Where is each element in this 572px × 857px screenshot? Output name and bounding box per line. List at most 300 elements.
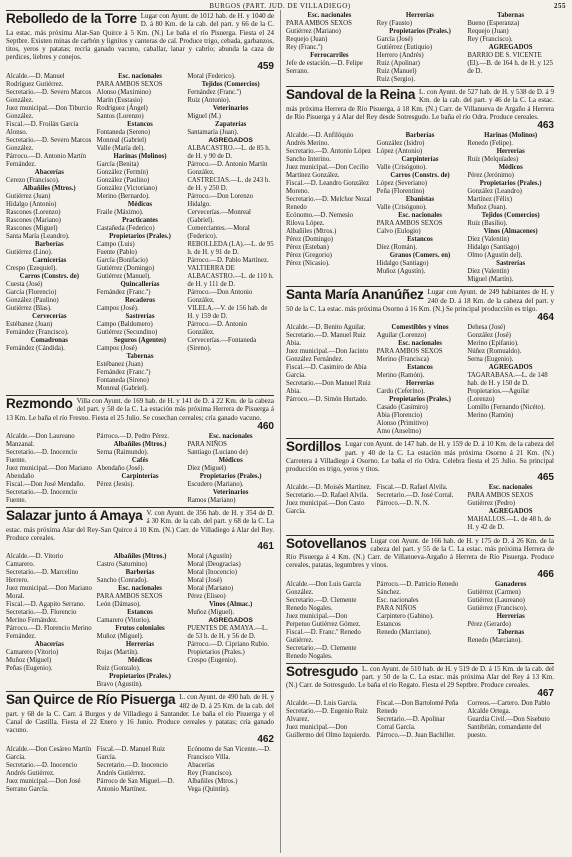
listing-line: Escudero (Mariano).	[187, 480, 244, 488]
listing-line: García (Bonifacio)	[96, 256, 148, 264]
entry-cell	[97, 553, 184, 689]
listing-line: Párroco de San Miguel.—D. Antonio Martínez.	[96, 777, 175, 793]
listing-line: Bueno (Esperanza)	[467, 20, 520, 28]
category-heading: Estancos	[407, 236, 433, 244]
listing-line: Pérez (Jesús).	[96, 480, 135, 488]
listing-line: Rey (Franc.º)	[286, 44, 323, 52]
listing-line: Juez municipal.—Don Casto García.	[286, 500, 365, 516]
town-entry-sandoval	[286, 86, 554, 284]
listing-line: REBOLLEDA (LA).—L. de 95 h. de H. y 91 de D.	[187, 240, 274, 256]
entry-cell	[97, 433, 184, 505]
listing-line: Núñez (Romualdo).	[467, 348, 522, 356]
entry-cell	[286, 132, 373, 284]
category-heading: Abacerías	[34, 168, 64, 176]
listing-line: Cervecerías.—Fontaneda (Sireno).	[187, 337, 257, 353]
category-heading: Esc. nacionales	[118, 72, 162, 80]
category-heading: Albañiles (Mtros.)	[113, 440, 167, 448]
listing-line: Estébanez (Juan)	[96, 361, 143, 369]
listing-line: Fuente (Pablo)	[96, 248, 137, 256]
category-heading: Herrerías	[125, 641, 155, 649]
listing-line: Juez municipal.—Don Tiburcio González.	[6, 104, 92, 120]
listing-line: Rodríguez (Ángel)	[96, 104, 148, 112]
listing-line: Fiscal.—D. Froilán García Alonso.	[6, 120, 79, 136]
listing-line: Gutiérrez (Mariano)	[286, 28, 341, 36]
listing-line: Monreal (Gabriel)	[96, 136, 147, 144]
listing-line: Sancho (Conrado).	[96, 577, 148, 585]
entry-cell	[467, 324, 554, 436]
listing-line: Rey (Francisco).	[467, 36, 513, 44]
listing-line: Cerezo (Francisco).	[6, 176, 60, 184]
category-heading: AGREGADOS	[488, 364, 533, 372]
listing-line: Requejo (Juan)	[467, 28, 509, 36]
category-heading: AGREGADOS	[488, 44, 533, 52]
listing-line: Secretario.—D. Antonio López Sancho Interino.	[286, 148, 371, 164]
category-heading: Barberías	[125, 569, 155, 577]
category-heading: Carpinterías	[121, 472, 159, 480]
listing-line: Rujas (Martín).	[96, 649, 139, 657]
town-description: L. con Ayunt. de 490 hab. de H. y 482 de D. á 25 Km. de la cab. del part. y 68 de la C. Carr. á Burgos y de Villadiego á Santander. Le baña el río Pisuerga y el Canal de Castilla. Fiesta el 22 Enero y 16 Junio. Produce cereales y patatas; cría ganado vacuno.	[6, 693, 274, 735]
listing-line: Gutiérrez (Laureano)	[467, 596, 525, 604]
town-name: Sordillos	[286, 439, 342, 455]
listing-line: González (Paulino)	[96, 176, 150, 184]
listing-line: Alcalde.—D. Luis García.	[286, 700, 358, 708]
listing-line: PARA AMBOS SEXOS	[467, 492, 534, 500]
listing-line: Moral (Mariano)	[187, 585, 234, 593]
listing-line: Albañiles (Mtros.)	[286, 228, 337, 236]
entry-listing-grid	[286, 581, 554, 661]
category-heading: Abacerías	[34, 641, 64, 649]
entry-cell	[377, 324, 464, 436]
listing-line: Gutiérrez (Pedro)	[467, 500, 516, 508]
listing-line: Pérez (Jerónimo)	[467, 172, 514, 180]
listing-line: Pérez (Nicasio).	[286, 260, 330, 268]
listing-line: Campo (Luis)	[96, 240, 135, 248]
listing-line: Alcalde.—D. Moisés Martínez.	[286, 484, 372, 492]
listing-line: Hidalgo (Antonio)	[6, 200, 57, 208]
listing-line: Campos (José)	[96, 345, 137, 353]
listing-line: Párroco.—D. Pablo Martínez.	[187, 256, 269, 264]
listing-line: Pérez (Gregorio)	[286, 252, 332, 260]
listing-line: Ruiz (Apolinar)	[376, 60, 420, 68]
category-heading: Carnicerías	[32, 256, 67, 264]
listing-line: Díez (Valentín)	[467, 236, 510, 244]
entry-cell	[6, 553, 93, 689]
listing-line: Gutiérrez (Blas).	[6, 304, 52, 312]
category-heading: Quincallerías	[120, 280, 160, 288]
listing-line: Crespo (Eugenio).	[187, 657, 238, 665]
town-entry-rebolledo	[6, 10, 274, 393]
category-heading: Barberías	[34, 240, 64, 248]
entry-cell	[286, 12, 373, 84]
listing-line: Olmo (Agustín del).	[467, 252, 523, 260]
listing-line: Alcalde.—Don Luis García González.	[286, 580, 361, 596]
listing-line: Merino (Francisca)	[376, 356, 429, 364]
listing-line: Castro (Saturnino)	[96, 561, 148, 569]
town-name: Sotresgudo	[286, 663, 359, 679]
entry-listing-grid	[6, 553, 274, 689]
entry-cell	[187, 553, 274, 689]
listing-line: Párroco.—D. Antonio González.	[187, 320, 248, 336]
category-heading: Médicos	[218, 456, 243, 464]
category-heading: Ferrocarriles	[310, 52, 349, 60]
listing-line: Pérez (Gerardo)	[467, 620, 511, 628]
listing-line: Serna (Eugenio).	[467, 356, 514, 364]
town-name: Rebolledo de la Torre	[6, 11, 137, 26]
entry-number: 461	[257, 541, 274, 553]
entry-cell	[6, 433, 93, 505]
listing-line: Párroco.—D. Antonio Martín Fernández.	[6, 152, 87, 168]
listing-line: Crespo (Ezequiel).	[6, 264, 57, 272]
listing-line: Moral (Federico).	[187, 72, 236, 80]
running-header	[6, 2, 566, 10]
listing-line: Secretario.—D. José Corral.	[376, 492, 454, 500]
listing-line: Secretario.—D. Marcelino Herrero.	[6, 569, 79, 585]
listing-line: Secretario.—D. Apolinar Corral García.	[376, 716, 445, 732]
entry-cell	[286, 581, 373, 661]
listing-line: González (Victoriano)	[96, 184, 158, 192]
category-heading: Albañiles (Mtros.)	[113, 553, 167, 561]
entry-cell	[467, 581, 554, 661]
listing-line: Castañeda (Federico)	[96, 224, 155, 232]
listing-line: Moral (José)	[187, 577, 222, 585]
category-heading: Cervecerías	[32, 312, 67, 320]
town-name: Rezmondo	[6, 396, 73, 412]
listing-line: Párroco.—D. Pedro Pérez.	[96, 432, 169, 440]
listing-line: Gutiérrez (Manuel).	[96, 272, 152, 280]
listing-line: Fiscal.—D. Leandro González Moreno.	[286, 180, 370, 196]
listing-line: Valle (Crisógono).	[376, 204, 427, 212]
listing-line: Párroco.—D. Juan Bachiller.	[376, 732, 455, 740]
listing-line: TAGARABASA.—L. de 148 hab. de H. y 150 de D.	[467, 372, 548, 388]
listing-line: Gutiérrez (Domingo)	[96, 264, 155, 272]
listing-line: Merino (Bernardo).	[96, 192, 150, 200]
listing-line: Marín (Eustasio)	[96, 96, 143, 104]
listing-line: Hidalgo (Santiago)	[376, 260, 429, 268]
listing-line: Gutiérrez (Secundino)	[96, 329, 158, 336]
listing-line: PARA NIÑOS	[376, 604, 417, 612]
listing-line: PARA AMBOS SEXOS	[376, 348, 443, 356]
category-heading: Tabernas	[497, 12, 525, 19]
listing-line: PUENTES DE AMAYA.—L. de 53 h. de H. y 56 de D.	[187, 625, 268, 641]
listing-line: Requejo (Juan)	[286, 36, 328, 44]
listing-line: Fernández (Franc.º)	[187, 88, 242, 96]
listing-line: Ruiz (Gonzalo).	[96, 665, 141, 673]
category-heading: Esc. nacionales	[488, 484, 533, 492]
entry-listing-grid	[6, 73, 274, 394]
listing-line: Amo (Anselmo)	[376, 428, 422, 436]
listing-line: Propietarios.—Aguilar (Lorenzo)	[467, 388, 530, 404]
entry-listing-grid	[6, 433, 274, 505]
listing-line: Fiscal.—D. Rafael Alvila.	[376, 484, 448, 492]
listing-line: Alcalde.—D. Vitorio Camarero.	[6, 553, 64, 569]
listing-line: Moral (Agustín)	[187, 553, 232, 561]
entry-cell	[286, 324, 373, 436]
entry-listing-grid	[286, 324, 554, 436]
town-description: Lugar con Ayunt. de 249 habitantes de H. y 240 de D. á 18 Km. de la cabeza del part. y 50 de la C. La estac. más próxima Osorno á 16 Km. (N.) Se principal producción es trigo.	[286, 288, 554, 313]
category-heading: Tejidos (Comercios)	[481, 212, 540, 220]
town-entry-sotovellanos	[286, 535, 554, 661]
entry-listing-grid	[286, 700, 554, 740]
agregados-heading: AGREGADOS	[208, 617, 253, 625]
category-heading: Tejidos (Comercios)	[201, 80, 260, 88]
listing-line: Muñoz (Miguel).	[187, 609, 235, 617]
listing-line: Camarero (Vitorio).	[96, 617, 151, 625]
listing-line: Gutiérrez (Juan)	[6, 192, 51, 200]
listing-line: Peña (Florentino)	[376, 188, 425, 196]
listing-line: Miguel (M.)	[187, 112, 221, 120]
listing-line: Secretario.—D. Eugenio Ruiz Alvarez.	[286, 708, 368, 724]
category-heading: Sastrerías	[125, 312, 155, 320]
listing-line: Fernández (Francisco).	[6, 329, 69, 336]
listing-line: Herrero (Andrés)	[376, 52, 424, 60]
listing-line: Fontaneda (Sireno)	[96, 377, 149, 385]
category-heading: Médicos	[127, 657, 153, 665]
continuation-fragment	[286, 10, 554, 84]
listing-line: Párroco.—D. Antonio Martín González.	[187, 160, 268, 176]
listing-line: Gutiérrez (Eutiquio)	[376, 44, 432, 52]
category-heading: Esc. nacionales	[307, 12, 352, 19]
listing-line: Carpintero (Gabino).	[376, 612, 434, 620]
left-column	[6, 10, 274, 853]
town-entry-santa-maria	[286, 286, 554, 436]
listing-line: Rey (Francisco).	[187, 769, 233, 777]
listing-line: León (Dámaso).	[96, 601, 141, 609]
listing-line: Santamaría (Juan).	[187, 128, 239, 136]
listing-line: Alcalde.—Don Laureano Manzanal.	[6, 432, 75, 448]
category-heading: Barberías	[405, 132, 435, 140]
listing-line: Moral (Deogracias)	[187, 561, 241, 569]
category-heading: Propietarios (Prales.)	[479, 180, 542, 188]
category-heading: Esc. nacionales	[118, 585, 162, 593]
town-name: Santa María Ananúñez	[286, 287, 424, 303]
listing-line: González (Fermín)	[96, 168, 149, 176]
listing-line: González (José)	[467, 332, 511, 340]
category-heading: Zapaterías	[214, 120, 247, 128]
listing-line: MAHALLOS.—L. de 48 h. de H. y 42 de D.	[467, 516, 551, 532]
listing-line: Albañiles (Mtros.)	[187, 777, 238, 785]
category-heading: Herrerías	[496, 148, 525, 156]
listing-line: Secretario.—D. Inocencio Andrés Gutiérrez.	[6, 761, 78, 777]
listing-line: Dehesa (José)	[467, 324, 506, 332]
category-heading: Vinos (Almac.)	[209, 601, 253, 609]
category-heading: Propietarios (Prales.)	[109, 673, 171, 681]
listing-line: Rascones (Lorenzo)	[6, 208, 61, 216]
entry-number: 462	[257, 733, 274, 745]
listing-line: Párroco.—D. Patricio Renedo Sánchez.	[376, 580, 459, 596]
town-entry-sotresgudo	[286, 663, 554, 741]
listing-line: Fiscal.—D. Casimiro de Abia García.	[286, 364, 367, 380]
listing-line: Cuesta (José)	[6, 280, 43, 288]
listing-line: Martínez (Félix)	[467, 196, 513, 204]
category-heading: Esc. nacionales	[208, 432, 253, 440]
listing-line: Párroco.—D. Simón Hurtado.	[286, 396, 368, 404]
listing-line: Santiago (Luciano de)	[187, 448, 248, 456]
category-heading: Estancos	[127, 120, 153, 128]
town-description: Lugar con Ayunt. de 147 hab. de H. y 159 de D. á 10 Km. de la cabeza del part. y 40 de la C. La estación más próxima Osorno á 21 Km. (N.) Carretera á Villadiego á Osorno. Le baña el río Odra. Celebra fiesta el 25 Julio. Su principal producción es trigo, yeros y titos.	[286, 440, 554, 474]
category-heading: Tabernas	[497, 628, 525, 636]
listing-line: Fiscal.—D. Franc.º Renedo Gutiérrez.	[286, 628, 361, 644]
town-description: L. con Ayunt. de 510 hab. de H. y 519 de D. á 15 Km. de la cab. del part. y 50 de la C. La estac. más próxima Alar del Rey á 13 Km. (N.) Carr. de Sotresgudo. Le baña el río Regato. Fiesta el 29 Septbre. Produce cereales.	[286, 664, 554, 690]
listing-line: Muñoz (Miguel).	[96, 633, 144, 641]
listing-line: Juez municipal.—Don Mariano Abendaño	[6, 464, 92, 480]
entry-cell	[467, 12, 554, 84]
category-heading: Tabernas	[126, 353, 154, 361]
listing-line: Monreal (Gabriel).	[96, 385, 148, 393]
category-heading: Carros (Constrs. de)	[390, 172, 450, 180]
entry-cell	[97, 73, 184, 394]
listing-line: Camarero (Vitorio)	[6, 649, 59, 657]
category-heading: Ganaderos	[494, 580, 527, 588]
entry-cell	[286, 484, 373, 532]
listing-line: PARA AMBOS SEXOS	[96, 80, 163, 88]
listing-line: Secretario.—D. Inocencio Fuente.	[6, 448, 78, 464]
entry-number: 467	[537, 688, 554, 700]
listing-line: Rascones (Miguel)	[6, 224, 58, 232]
town-entry-salazar	[6, 507, 274, 689]
listing-line: Alonso (Maximino)	[96, 88, 151, 96]
listing-line: Pérez (Domingo)	[286, 236, 333, 244]
listing-line: Ramos (Mariano)	[187, 497, 236, 504]
listing-line: Miguel (Martín).	[467, 276, 514, 284]
listing-line: Propietarios (Prales.)	[187, 649, 245, 657]
category-heading: Esc. nacionales	[398, 212, 442, 220]
listing-line: Serna (Raimundo).	[96, 448, 149, 456]
entry-cell	[377, 132, 464, 284]
town-entry-san-quirce	[6, 691, 274, 793]
listing-line: Merino (Ramón).	[376, 372, 425, 380]
listing-line: Alonso (Primitivo)	[376, 420, 429, 428]
listing-line: PARA AMBOS SEXOS	[286, 20, 352, 28]
listing-line: Valle (María del).	[96, 144, 145, 152]
listing-line: Secretario.—D. Severo Marcos González.	[6, 88, 92, 104]
category-heading: Harinas (Molinos)	[113, 152, 167, 160]
listing-line: Calvo (Eulogio)	[376, 228, 421, 236]
listing-line: Párroco.—D. Florencio Merino Fernández.	[6, 625, 92, 641]
listing-line: Renedo (Marciano).	[376, 628, 432, 636]
listing-line: Díez (Miguel)	[187, 464, 227, 472]
listing-line: Juez municipal.—Don Cecilio Martínez González.	[286, 164, 369, 180]
listing-line: Muñoz (Agustín).	[376, 268, 426, 276]
listing-line: Juez municipal.—Don José Serrano García.	[6, 777, 81, 793]
listing-line: Rey (Fausto)	[376, 20, 412, 28]
entry-cell	[6, 73, 93, 394]
listing-line: Secretario.—D. Florencio Merino Fernández.	[6, 609, 77, 625]
listing-line: García (José)	[376, 36, 413, 44]
town-description: Villa con Ayunt. de 169 hab. de H. y 141 de D. á 22 Km. de la cabeza del part. y 58 de la C. La estación más próxima Herrera de Pisuerga á 13 Km. Le baña el río Fresno. Fiesta el 25 Julio. Se cosechan cereales; cría ganado vacuno.	[6, 397, 274, 422]
category-heading: Sastrerías	[496, 260, 526, 268]
category-heading: Seguros (Agentes)	[113, 337, 167, 345]
town-name: San Quirce de Río Pisuerga	[6, 692, 176, 708]
listing-line: Merino (Ramón)	[467, 412, 514, 420]
town-description: L. con Ayunt. de 527 hab. de H. y 538 de D. á 9 Km. de la cab. del part. y 46 de la C. La estac. más próxima Herrera de Río Pisuerga, á 18 Km. (N.) Carr. de Villanueva de Argaño á Herrera de Río Pisuerga y á Alar del Rey desde Sotresgudo. Le baña el río Odra. Produce cereales.	[286, 88, 554, 121]
listing-line: Abendaño (José).	[96, 464, 145, 472]
page-number: 255	[554, 2, 566, 10]
town-description: Lugar con Ayunt. de 1012 hab. de H. y 1040 de D. á 80 Km. de la cab. del part. y 66 de la C. La estac. más próxima Alar-San Quirce á 5 Km. (N.) Le baña el río Pisuerga. Fiesta el 24 Septbre. Existen minas de carbón y lignitos y canteras de cal. Produce trigo, cebada, garbanzos, titos, yeros y patatas; recría ganado vacuno, caballar, lanar y cabrío; abunda la caza de perdices, liebres y conejos.	[6, 12, 274, 62]
listing-line: Secretario.—D. Rafael Alvila.	[286, 492, 369, 500]
listing-line: Párroco.—D. N. N.	[376, 500, 430, 508]
listing-line: Fiscal.—D. Manuel Ruiz García.	[96, 745, 165, 761]
listing-line: Fernández (Franc.º)	[96, 369, 151, 377]
listing-line: Alcalde.—Don Cesáreo Martín García.	[6, 745, 92, 761]
listing-line: Ruiz (Sergio).	[376, 76, 416, 84]
listing-line: Santos (Lorenzo)	[96, 112, 144, 120]
category-heading: Comestibles y vinos	[391, 324, 449, 332]
columns	[6, 10, 554, 853]
entry-listing-grid	[6, 746, 274, 794]
listing-line: PARA NIÑOS	[187, 440, 227, 448]
entry-number: 464	[537, 312, 554, 324]
listing-line: Fraile (Máximo).	[96, 208, 144, 216]
listing-line: Jefe de estación.—D. Felipe Serrano.	[286, 60, 363, 76]
listing-line: Secretario.—D. Melchor Nozal Renedo	[286, 196, 372, 212]
entry-cell	[6, 746, 93, 794]
category-heading: Carros (Constrs. de)	[19, 272, 79, 280]
listing-line: Gutiérrez (Francisco).	[467, 604, 528, 612]
entry-listing-grid	[286, 484, 554, 532]
listing-line: Juez municipal.—Don Mariano Moral.	[6, 585, 92, 601]
listing-line: Díez (Román).	[376, 244, 418, 252]
listing-line: Merino (Epifanio).	[467, 340, 519, 348]
category-heading: Carpinterías	[401, 156, 439, 164]
listing-line: Juez municipal.—Don Jacinto González Fernández.	[286, 348, 369, 364]
entry-cell	[467, 700, 554, 740]
listing-line: Párroco.—Don Lorenzo Hidalgo.	[187, 192, 254, 208]
listing-line: Fernández (Franc.º)	[96, 288, 151, 296]
category-heading: Estancos	[407, 364, 433, 372]
category-heading: Albañiles (Mtros.)	[22, 184, 76, 192]
listing-line: Estancos	[376, 620, 401, 628]
listing-line: Alcalde.—D. Manuel Rodríguez Gutiérrez.	[6, 72, 65, 88]
listing-line: Guardia Civil.—Don Sisebuto Santibrián, comandante del puesto.	[467, 716, 550, 740]
listing-line: Pérez (Esteban)	[286, 244, 329, 252]
category-heading: Cafés	[131, 456, 149, 464]
listing-line: Ecónomo.—D. Nemesio Rilova López.	[286, 212, 354, 228]
listing-line: Campo (Baldomero)	[96, 320, 153, 328]
listing-line: Abacerías	[187, 761, 215, 769]
listing-line: Esc. nacionales	[376, 596, 419, 604]
category-heading: Practicantes	[122, 216, 158, 224]
listing-line: CASTRECIAS.—L. de 243 h. de H. y 250 D.	[187, 176, 271, 192]
listing-line: López (Antonio)	[376, 148, 423, 156]
category-heading: Propietarios (Prales.)	[199, 472, 262, 480]
listing-line: García (Florencio)	[6, 288, 57, 296]
listing-line: Abia (Florencio)	[376, 412, 423, 420]
category-heading: Herrerías	[405, 12, 435, 19]
entry-number: 466	[537, 568, 554, 580]
right-column	[280, 10, 554, 853]
agregados-heading: AGREGADOS	[208, 136, 253, 144]
listing-line: PARA AMBOS SEXOS	[376, 220, 443, 228]
listing-line: Secretario.—D. Manuel Ruiz Abia.	[286, 332, 366, 348]
listing-line: Párroco.—Don Antonio González.	[187, 288, 253, 304]
town-entry-rezmondo	[6, 395, 274, 505]
category-heading: Veterinarios	[212, 488, 249, 496]
listing-line: Bravo (Agustín).	[96, 681, 143, 689]
category-heading: Propietarios (Prales.)	[389, 28, 451, 36]
listing-line: Peñas (Eugenio).	[6, 665, 53, 673]
town-name: Sotovellanos	[286, 535, 367, 551]
entry-cell	[187, 73, 274, 394]
listing-line: Ecónomo de San Vicente.—D. Francisco Villa.	[187, 745, 271, 761]
category-heading: Comadronas	[30, 337, 68, 345]
listing-line: López (Severiano)	[376, 180, 428, 188]
listing-line: Gutiérrez (Carmen)	[467, 588, 521, 596]
category-heading: Propietarios (Prales.)	[109, 232, 171, 240]
category-heading: Frutos coloniales	[115, 625, 165, 633]
listing-line: Valle (Crisógono).	[376, 164, 427, 172]
listing-line: Ruiz (Manuel)	[376, 68, 417, 76]
listing-line: Párroco.—D. Cipriano Rubio.	[187, 641, 270, 649]
